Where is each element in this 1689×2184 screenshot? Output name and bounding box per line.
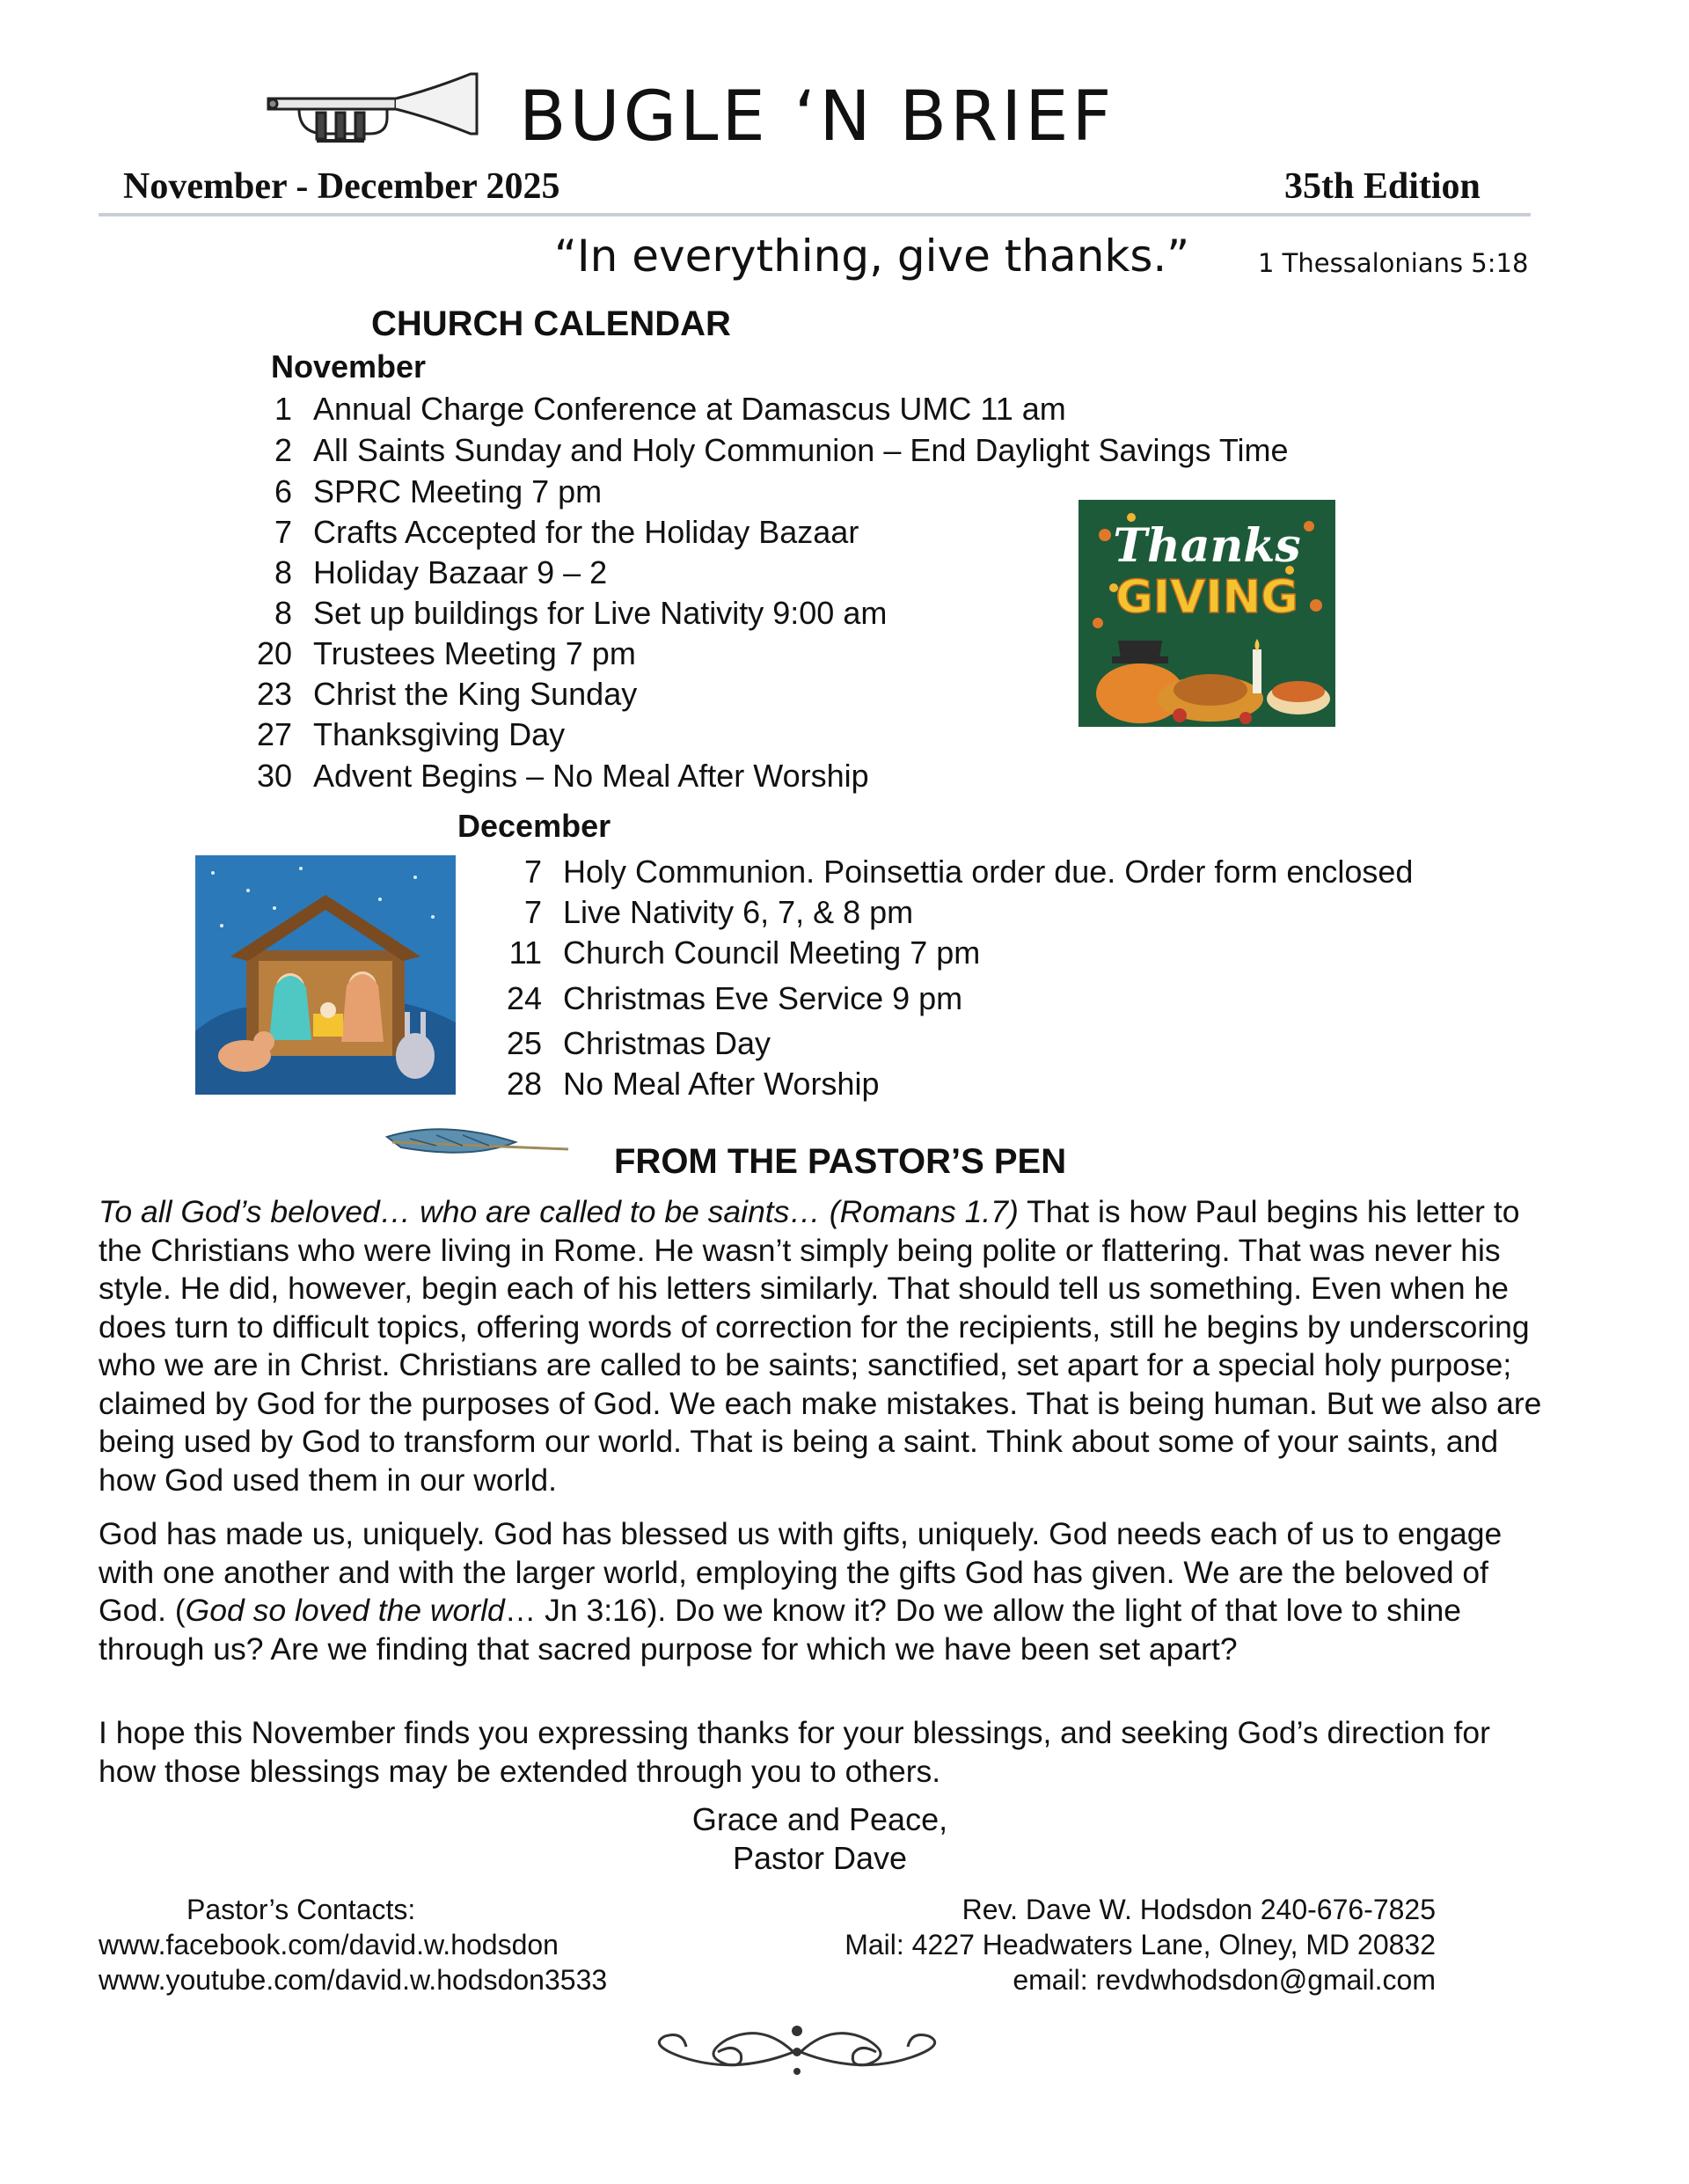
event-text: Holy Communion. Poinsettia order due. Order form enclosed	[563, 854, 1414, 890]
pastor-name-phone: Rev. Dave W. Hodsdon 240-676-7825	[961, 1894, 1436, 1925]
calendar-event	[230, 715, 565, 754]
romans-quote: To all God’s beloved… who are called to be saints… (Romans 1.7)	[99, 1194, 1019, 1229]
header-divider	[99, 213, 1531, 216]
pastor-section-heading: FROM THE PASTOR’S PEN	[614, 1142, 1067, 1181]
email-link[interactable]: email: revdwhodsdon@gmail.com	[1013, 1964, 1436, 1996]
pastor-contacts-online	[99, 1892, 607, 1997]
calendar-event	[230, 390, 1066, 429]
event-day: 1	[274, 391, 292, 427]
event-text: Crafts Accepted for the Holiday Bazaar	[313, 514, 859, 550]
event-day: 7	[523, 894, 542, 930]
event-text: Church Council Meeting 7 pm	[563, 934, 981, 971]
scripture-reference: 1 Thessalonians 5:18	[1258, 248, 1529, 278]
thanksgiving-illustration	[1078, 500, 1335, 727]
calendar-event	[480, 979, 962, 1018]
calendar-event	[230, 473, 602, 511]
december-label: December	[457, 808, 611, 844]
paragraph-text: … Jn 3:16). Do we know it? Do we allow the light of that love to shine through us? Are we finding that sacred purpose for which we have been set apart?	[99, 1593, 1462, 1667]
event-text: Set up buildings for Live Nativity 9:00 am	[313, 595, 888, 631]
event-text: Thanksgiving Day	[313, 716, 566, 752]
calendar-event	[230, 553, 607, 592]
event-text: Live Nativity 6, 7, & 8 pm	[563, 894, 914, 930]
facebook-link[interactable]: www.facebook.com/david.w.hodsdon	[99, 1929, 559, 1960]
event-day: 27	[256, 716, 292, 752]
pastor-contacts-postal	[783, 1892, 1436, 1997]
thanksgiving-word-giving: GIVING	[1115, 571, 1298, 624]
youtube-link[interactable]: www.youtube.com/david.w.hodsdon3533	[99, 1964, 608, 1996]
thanksgiving-word-thanks: Thanks	[1113, 519, 1301, 573]
event-text: Christ the King Sunday	[313, 676, 638, 712]
event-day: 7	[274, 514, 292, 550]
event-text: Advent Begins – No Meal After Worship	[313, 758, 869, 794]
issue-date: November - December 2025	[123, 166, 560, 207]
calendar-event	[480, 934, 980, 972]
event-day: 8	[274, 595, 292, 631]
nativity-illustration	[195, 855, 456, 1095]
calendar-event	[230, 634, 636, 673]
quill-feather-icon	[384, 1119, 577, 1172]
event-text: Christmas Eve Service 9 pm	[563, 980, 963, 1016]
paragraph-text: God has made us, uniquely. God has blessed us with gifts, uniquely. God needs each of us to engage with one another and with the larger world, employing the gifts God has given. We are the beloved of God. (	[99, 1516, 1503, 1628]
event-text: Holiday Bazaar 9 – 2	[313, 554, 608, 590]
event-day: 20	[256, 635, 292, 671]
scripture-quote: “In everything, give thanks.”	[554, 231, 1190, 282]
event-text: No Meal After Worship	[563, 1066, 880, 1102]
paragraph-text: That is how Paul begins his letter to the Christians who were living in Rome. He wasn’t simply being polite or flattering. That was never his style. He did, however, begin each of his letters similarly. That should tell us something. Even when he does turn to difficult topics, offering words of correction for the recipients, still he begins by underscoring who we are in Christ. Christians are called to be saints; sanctified, set apart for a special holy purpose; claimed by God for the purposes of God. We each make mistakes. That is being human. But we also are being used by God to transform our world. That is being a saint. Think about some of your saints, and how God used them in our world.	[99, 1194, 1542, 1498]
calendar-event	[480, 853, 1413, 891]
event-day: 8	[274, 554, 292, 590]
event-day: 28	[506, 1066, 542, 1102]
event-day: 23	[256, 676, 292, 712]
calendar-event	[230, 675, 637, 714]
event-text: SPRC Meeting 7 pm	[313, 473, 603, 509]
pastor-paragraph-1	[99, 1193, 1550, 1499]
ornamental-flourish-icon	[630, 2013, 964, 2091]
event-text: Christmas Day	[563, 1025, 771, 1061]
sign-off	[0, 1800, 1640, 1878]
november-label: November	[271, 348, 427, 385]
mailing-address: Mail: 4227 Headwaters Lane, Olney, MD 20832	[844, 1929, 1436, 1960]
newsletter-title: BUGLE ‘N BRIEF	[519, 77, 1115, 157]
calendar-event	[480, 1065, 879, 1103]
contacts-label: Pastor’s Contacts:	[186, 1894, 416, 1925]
closing-line: Grace and Peace,	[691, 1801, 948, 1837]
event-day: 6	[274, 473, 292, 509]
john-quote: God so loved the world	[185, 1593, 505, 1628]
edition-number: 35th Edition	[1284, 166, 1481, 207]
event-text: Annual Charge Conference at Damascus UMC 11 am	[313, 391, 1066, 427]
calendar-event	[230, 513, 859, 552]
event-text: All Saints Sunday and Holy Communion – End Daylight Savings Time	[313, 432, 1289, 468]
event-day: 7	[523, 854, 542, 890]
event-day: 25	[506, 1025, 542, 1061]
calendar-event	[480, 893, 913, 932]
event-day: 11	[508, 934, 542, 971]
pastor-paragraph-2	[99, 1515, 1550, 1668]
event-day: 24	[506, 980, 542, 1016]
calendar-event	[230, 594, 887, 633]
event-day: 30	[256, 758, 292, 794]
event-text: Trustees Meeting 7 pm	[313, 635, 636, 671]
calendar-event	[480, 1024, 771, 1063]
pastor-signature: Pastor Dave	[732, 1840, 908, 1876]
event-day: 2	[274, 432, 292, 468]
pastor-paragraph-3: I hope this November finds you expressing thanks for your blessings, and seeking God’s direction for how those blessings may be extended through you to others.	[99, 1715, 1490, 1789]
bugle-icon	[264, 63, 484, 151]
calendar-event	[230, 757, 869, 795]
calendar-event	[230, 431, 1289, 470]
calendar-heading: CHURCH CALENDAR	[371, 304, 731, 343]
